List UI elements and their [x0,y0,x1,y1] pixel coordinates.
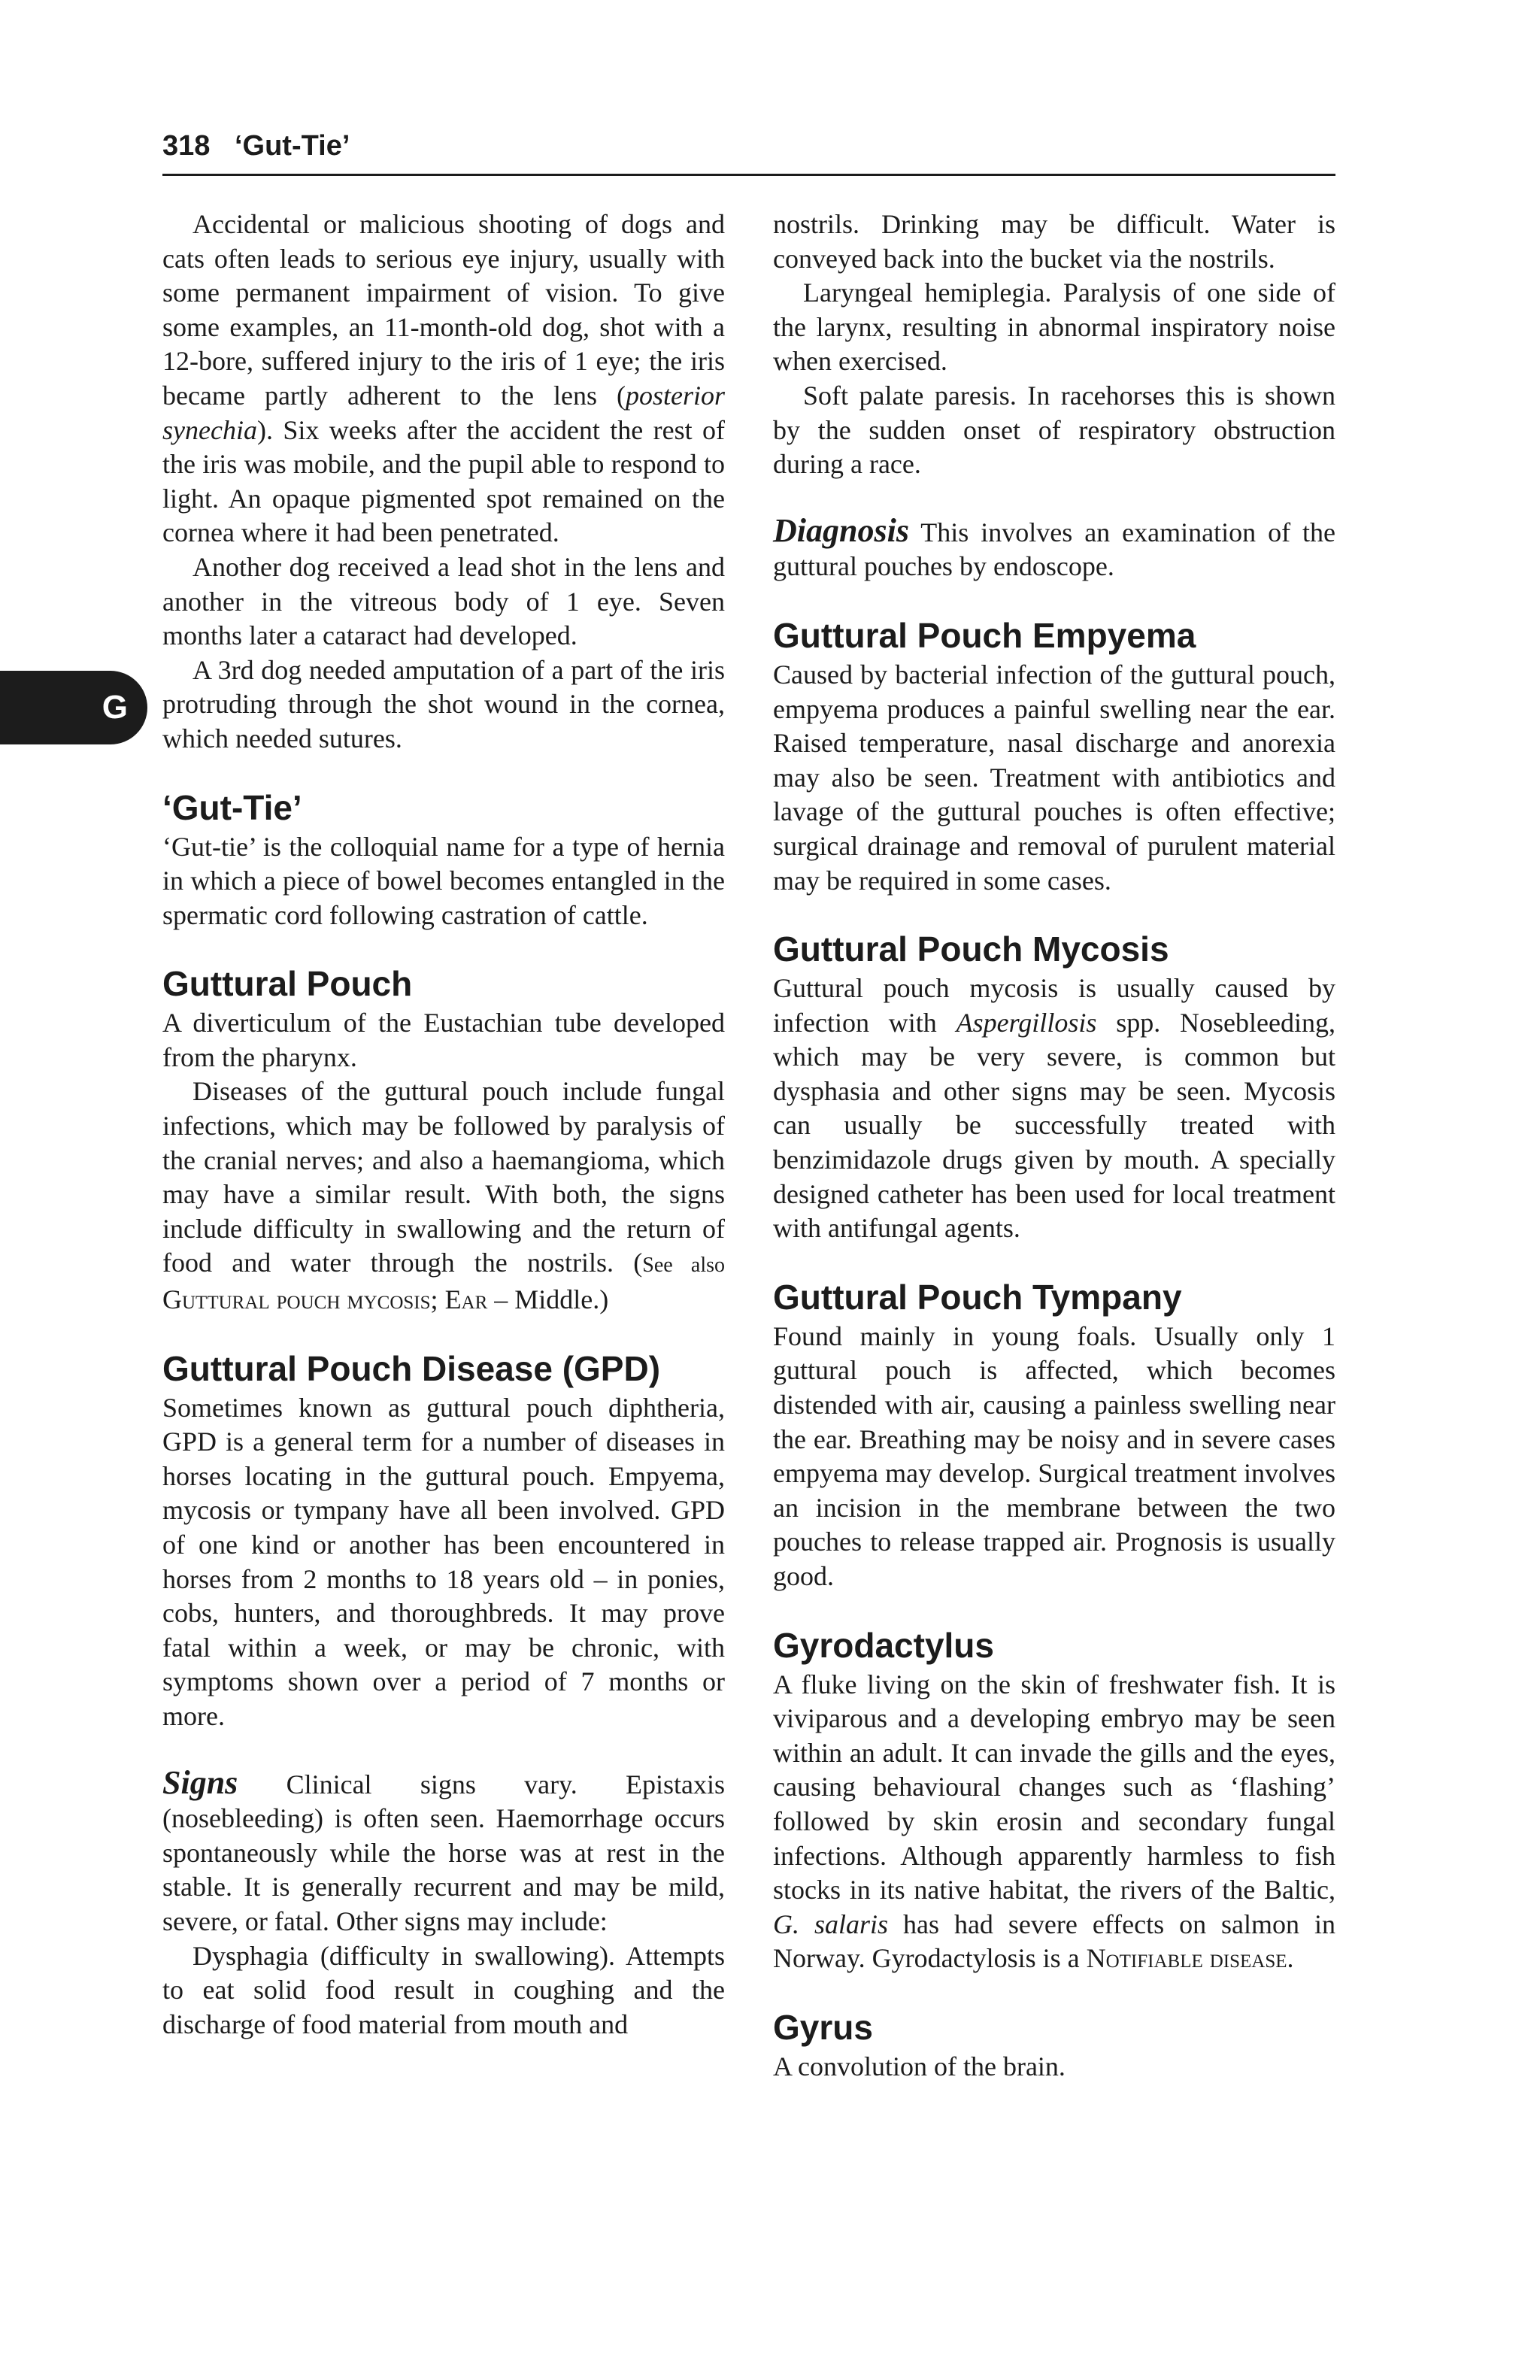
paragraph-empyema: Caused by bacterial infection of the guttural pouch, empyema produces a painful swelling near the ear. Raised temperature, nasal discharge and anorexia may also be seen. Treatment with antibiotics and lavage of the guttural pouches is often effective; surgical drainage and removal of purulent material may be required in some cases. [773,659,1335,896]
paragraph-dysphagia: Dysphagia (difficulty in swallowing). Attempts to eat solid food result in coughing and the discharge of food material from mouth and [162,1940,725,2039]
paragraph-gpd: Sometimes known as guttural pouch diphtheria, GPD is a general term for a number of diseases in horses locating in the guttural pouch. Empyema, mycosis or tympany have all been involved. GPD of one kind or another has been encountered in horses from 2 months to 18 years old – in ponies, cobs, hunters, and thoroughbreds. It may prove fatal within a week, or may be chronic, with symptoms shown over a period of 7 months or more. [162,1392,725,1731]
running-head [162,126,1335,165]
runin-signs: Signs [162,1763,238,1801]
heading-gyrus: Gyrus [773,2007,873,2047]
paragraph-third-dog: A 3rd dog needed amputation of a part of the iris protruding through the shot wound in the cornea, which needed sutures. [162,654,725,753]
paragraph-laryngeal: Laryngeal hemiplegia. Paralysis of one side of the larynx, resulting in abnormal inspiratory noise when exercised. [773,277,1335,377]
cross-reference: Ear [444,1284,488,1315]
paragraph-diagnosis: Diagnosis This involves an examination of the guttural pouches by endoscope. [773,511,1335,582]
heading-guttural-pouch: Guttural Pouch [162,964,413,1004]
heading-empyema: Guttural Pouch Empyema [773,615,1196,655]
paragraph-guttural-pouch-diseases: Diseases of the guttural pouch include fungal infections, which may be followed by paralysis of the cranial nerves; and also a haemangioma, which may have a similar result. With both, the signs include difficulty in swallowing and the return of food and water through the nostrils. (See also Guttural pouch mycosis; Ear – Middle.) [162,1076,726,1315]
paragraph-signs: Signs Clinical signs vary. Epistaxis (nosebleeding) is often seen. Haemorrhage occurs spontaneously while the horse was at rest in the stable. It is generally recurrent and may be mild, severe, or fatal. Other signs may include: [162,1763,725,1936]
header-rule [162,174,1335,176]
paragraph-tympany: Found mainly in young foals. Usually only 1 guttural pouch is affected, which becomes distended with air, causing a painless swelling near the ear. Breathing may be noisy and in severe cases empyema may develop. Surgical treatment involves an incision in the membrane between the two pouches to release trapped air. Prognosis is usually good. [773,1320,1335,1591]
heading-tympany: Guttural Pouch Tympany [773,1277,1182,1317]
runin-diagnosis: Diagnosis [773,511,909,549]
paragraph-nostrils-cont: nostrils. Drinking may be difficult. Water is conveyed back into the bucket via the nostrils. [773,209,1335,274]
paragraph-mycosis: Guttural pouch mycosis is usually caused by infection with Aspergillosis spp. Nosebleeding, which may be very severe, is common but dysphasia and other signs may be seen. Mycosis can usually be successfully treated with benzimidazole drugs given by mouth. A specially designed catheter has been used for local treatment with antifungal agents. [773,973,1335,1244]
page-number: 318 [162,130,211,162]
heading-gut-tie: ‘Gut-Tie’ [162,787,302,827]
left-column [162,208,725,2042]
cross-reference: Guttural pouch mycosis [162,1284,431,1315]
paragraph-gut-tie: ‘Gut-tie’ is the colloquial name for a type of hernia in which a piece of bowel becomes entangled in the spermatic cord following castration of cattle. [162,831,725,930]
running-title: ‘Gut-Tie’ [234,130,350,162]
paragraph-gyrodactylus: A fluke living on the skin of freshwater fish. It is viviparous and a developing embryo may be seen within an adult. It can invade the gills and the eyes, causing behavioural changes such as ‘flashing’ followed by skin erosin and secondary fungal infections. Although apparently harmless to fish stocks in its native habitat, the rivers of the Baltic, G. salaris has had severe effects on salmon in Norway. Gyrodactylosis is a Notifiable disease. [773,1669,1336,1974]
cross-reference: Notifiable disease [1086,1943,1287,1974]
right-column [773,208,1335,2084]
heading-mycosis: Guttural Pouch Mycosis [773,929,1169,969]
paragraph-shooting: Accidental or malicious shooting of dogs and cats often leads to serious eye injury, usually with some permanent impairment of vision. To give some examples, an 11-month-old dog, shot with a 12-bore, suffered injury to the iris of 1 eye; the iris became partly adherent to the lens (posterior synechia). Six weeks after the accident the rest of the iris was mobile, and the pupil able to respond to light. An opaque pigmented spot remained on the cornea where it had been penetrated. [162,209,725,548]
paragraph-gyrus: A convolution of the brain. [773,2051,1066,2081]
paragraph-soft-palate: Soft palate paresis. In racehorses this is shown by the sudden onset of respiratory obstruction during a race. [773,380,1335,480]
paragraph-guttural-pouch-def: A diverticulum of the Eustachian tube developed from the pharynx. [162,1008,725,1072]
paragraph-lead-shot: Another dog received a lead shot in the lens and another in the vitreous body of 1 eye. Seven months later a cataract had developed. [162,551,725,651]
thumb-index-tab [0,671,147,744]
heading-gpd: Guttural Pouch Disease (GPD) [162,1348,661,1388]
heading-gyrodactylus: Gyrodactylus [773,1625,994,1665]
thumb-index-letter: G [102,689,128,726]
